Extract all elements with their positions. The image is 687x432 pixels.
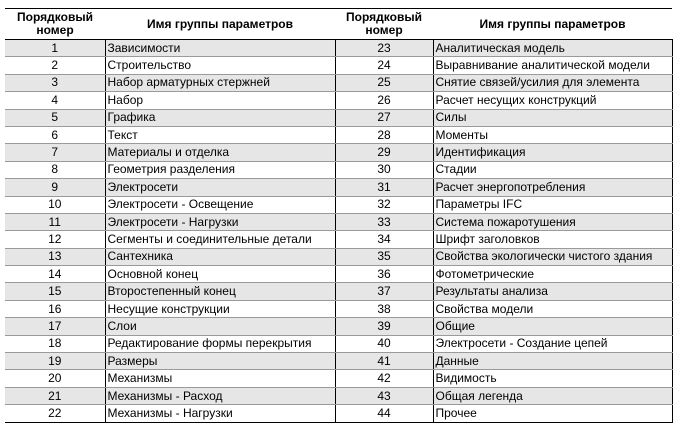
header-order-number-left: Порядковый номер [5, 9, 105, 40]
order-number-cell: 1 [5, 40, 105, 57]
group-name-cell: Механизмы [105, 370, 335, 387]
group-name-cell: Размеры [105, 353, 335, 370]
order-number-cell: 19 [5, 353, 105, 370]
order-number-cell: 27 [335, 109, 433, 126]
table-row [5, 179, 672, 196]
group-name-cell: Общая легенда [433, 387, 672, 404]
order-number-cell: 16 [5, 300, 105, 317]
order-number-cell: 26 [335, 92, 433, 109]
group-name-cell: Набор арматурных стержней [105, 74, 335, 91]
parameter-groups-table [5, 8, 673, 423]
group-name-cell: Стадии [433, 161, 672, 178]
table-row [5, 196, 672, 213]
table-row [5, 318, 672, 335]
group-name-cell: Слои [105, 318, 335, 335]
order-number-cell: 6 [5, 126, 105, 143]
order-number-cell: 5 [5, 109, 105, 126]
group-name-cell: Свойства экологически чистого здания [433, 248, 672, 265]
order-number-cell: 9 [5, 179, 105, 196]
group-name-cell: Шрифт заголовков [433, 231, 672, 248]
order-number-cell: 24 [335, 57, 433, 74]
group-name-cell: Система пожаротушения [433, 213, 672, 230]
group-name-cell: Свойства модели [433, 300, 672, 317]
header-group-name-left: Имя группы параметров [105, 9, 335, 40]
order-number-cell: 8 [5, 161, 105, 178]
table-row [5, 283, 672, 300]
table-row [5, 387, 672, 404]
group-name-cell: Набор [105, 92, 335, 109]
table-header-row [5, 9, 672, 40]
group-name-cell: Механизмы - Нагрузки [105, 405, 335, 422]
order-number-cell: 32 [335, 196, 433, 213]
order-number-cell: 29 [335, 144, 433, 161]
order-number-cell: 18 [5, 335, 105, 352]
order-number-cell: 36 [335, 266, 433, 283]
header-group-name-right: Имя группы параметров [433, 9, 672, 40]
order-number-cell: 23 [335, 40, 433, 57]
group-name-cell: Геометрия разделения [105, 161, 335, 178]
order-number-cell: 34 [335, 231, 433, 248]
order-number-cell: 12 [5, 231, 105, 248]
table-row [5, 335, 672, 352]
header-order-number-right: Порядковый номер [335, 9, 433, 40]
group-name-cell: Текст [105, 126, 335, 143]
group-name-cell: Второстепенный конец [105, 283, 335, 300]
group-name-cell: Графика [105, 109, 335, 126]
group-name-cell: Расчет энергопотребления [433, 179, 672, 196]
table-row [5, 40, 672, 57]
table-row [5, 248, 672, 265]
table-row [5, 213, 672, 230]
group-name-cell: Редактирование формы перекрытия [105, 335, 335, 352]
group-name-cell: Силы [433, 109, 672, 126]
table-row [5, 74, 672, 91]
group-name-cell: Электросети - Создание цепей [433, 335, 672, 352]
group-name-cell: Строительство [105, 57, 335, 74]
order-number-cell: 39 [335, 318, 433, 335]
group-name-cell: Моменты [433, 126, 672, 143]
order-number-cell: 31 [335, 179, 433, 196]
group-name-cell: Зависимости [105, 40, 335, 57]
order-number-cell: 21 [5, 387, 105, 404]
group-name-cell: Несущие конструкции [105, 300, 335, 317]
order-number-cell: 42 [335, 370, 433, 387]
order-number-cell: 7 [5, 144, 105, 161]
order-number-cell: 11 [5, 213, 105, 230]
table-row [5, 144, 672, 161]
group-name-cell: Электросети - Нагрузки [105, 213, 335, 230]
table-row [5, 161, 672, 178]
table-body [5, 40, 672, 423]
group-name-cell: Видимость [433, 370, 672, 387]
order-number-cell: 25 [335, 74, 433, 91]
order-number-cell: 10 [5, 196, 105, 213]
group-name-cell: Основной конец [105, 266, 335, 283]
group-name-cell: Механизмы - Расход [105, 387, 335, 404]
table-row [5, 57, 672, 74]
order-number-cell: 37 [335, 283, 433, 300]
group-name-cell: Снятие связей/усилия для элемента [433, 74, 672, 91]
table-row [5, 109, 672, 126]
order-number-cell: 28 [335, 126, 433, 143]
order-number-cell: 13 [5, 248, 105, 265]
group-name-cell: Электросети [105, 179, 335, 196]
group-name-cell: Сегменты и соединительные детали [105, 231, 335, 248]
order-number-cell: 20 [5, 370, 105, 387]
order-number-cell: 4 [5, 92, 105, 109]
order-number-cell: 30 [335, 161, 433, 178]
group-name-cell: Электросети - Освещение [105, 196, 335, 213]
order-number-cell: 17 [5, 318, 105, 335]
table-row [5, 266, 672, 283]
table-row [5, 92, 672, 109]
group-name-cell: Параметры IFC [433, 196, 672, 213]
group-name-cell: Материалы и отделка [105, 144, 335, 161]
order-number-cell: 14 [5, 266, 105, 283]
order-number-cell: 2 [5, 57, 105, 74]
table-row [5, 300, 672, 317]
order-number-cell: 43 [335, 387, 433, 404]
order-number-cell: 22 [5, 405, 105, 422]
group-name-cell: Сантехника [105, 248, 335, 265]
group-name-cell: Результаты анализа [433, 283, 672, 300]
table-row [5, 126, 672, 143]
table-row [5, 353, 672, 370]
group-name-cell: Аналитическая модель [433, 40, 672, 57]
group-name-cell: Выравнивание аналитической модели [433, 57, 672, 74]
group-name-cell: Прочее [433, 405, 672, 422]
order-number-cell: 40 [335, 335, 433, 352]
group-name-cell: Общие [433, 318, 672, 335]
order-number-cell: 38 [335, 300, 433, 317]
order-number-cell: 41 [335, 353, 433, 370]
group-name-cell: Расчет несущих конструкций [433, 92, 672, 109]
group-name-cell: Идентификация [433, 144, 672, 161]
order-number-cell: 44 [335, 405, 433, 422]
table-row [5, 370, 672, 387]
group-name-cell: Фотометрические [433, 266, 672, 283]
table-row [5, 231, 672, 248]
order-number-cell: 15 [5, 283, 105, 300]
order-number-cell: 33 [335, 213, 433, 230]
order-number-cell: 3 [5, 74, 105, 91]
table-row [5, 405, 672, 422]
group-name-cell: Данные [433, 353, 672, 370]
order-number-cell: 35 [335, 248, 433, 265]
